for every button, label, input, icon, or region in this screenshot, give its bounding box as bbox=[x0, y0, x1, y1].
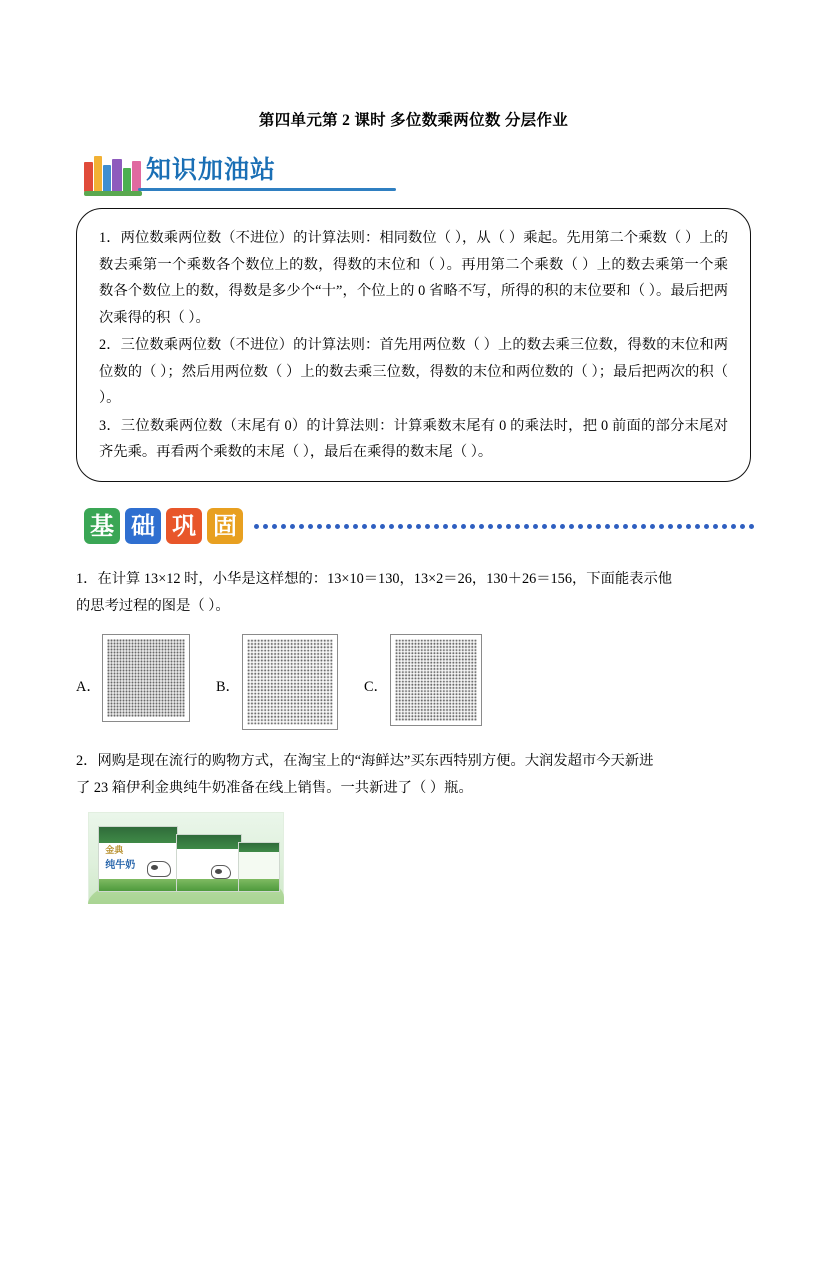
choice-c[interactable] bbox=[364, 634, 482, 726]
rule-dot bbox=[263, 524, 268, 529]
rule-dot bbox=[308, 524, 313, 529]
books-icon bbox=[84, 154, 142, 196]
question-1-choices bbox=[76, 634, 751, 730]
rule-dot bbox=[596, 524, 601, 529]
rule-dot bbox=[740, 524, 745, 529]
knowledge-item-3: 3．三位数乘两位数（末尾有 0）的计算法则：计算乘数末尾有 0 的乘法时，把 0 前面的部分末尾对齐先乘。再看两个乘数的末尾（ ），最后在乘得的数末尾（ ）。 bbox=[99, 417, 728, 460]
rule-dot bbox=[533, 524, 538, 529]
basic-section-header bbox=[76, 504, 751, 554]
rule-dot bbox=[632, 524, 637, 529]
dotted-rule bbox=[254, 524, 749, 531]
rule-dot bbox=[749, 524, 754, 529]
rule-dot bbox=[398, 524, 403, 529]
rule-dot bbox=[425, 524, 430, 529]
rule-dot bbox=[335, 524, 340, 529]
rule-dot bbox=[542, 524, 547, 529]
rule-dot bbox=[362, 524, 367, 529]
rule-dot bbox=[380, 524, 385, 529]
rule-dot bbox=[650, 524, 655, 529]
rule-dot bbox=[497, 524, 502, 529]
basic-title-char-2: 础 bbox=[125, 508, 161, 544]
rule-dot bbox=[641, 524, 646, 529]
choice-a-grid bbox=[102, 634, 190, 722]
carton-top-band-middle bbox=[177, 835, 241, 850]
rule-dot bbox=[326, 524, 331, 529]
rule-dot bbox=[353, 524, 358, 529]
basic-title-char-1: 基 bbox=[84, 508, 120, 544]
milk-carton-middle bbox=[176, 834, 242, 892]
rule-dot bbox=[443, 524, 448, 529]
rule-dot bbox=[506, 524, 511, 529]
rule-dot bbox=[272, 524, 277, 529]
rule-dot bbox=[299, 524, 304, 529]
cow-icon-middle bbox=[211, 865, 231, 879]
choice-b-label: B． bbox=[216, 678, 240, 695]
question-2-line-2: 了 23 箱伊利金典纯牛奶准备在线上销售。一共新进了（ ）瓶。 bbox=[76, 779, 473, 796]
rule-dot bbox=[254, 524, 259, 529]
carton-grass-middle bbox=[177, 879, 241, 891]
carton-product-left: 纯牛奶 bbox=[105, 859, 136, 871]
rule-dot bbox=[731, 524, 736, 529]
milk-carton-left bbox=[98, 826, 178, 892]
rule-dot bbox=[470, 524, 475, 529]
knowledge-box bbox=[76, 208, 751, 482]
rule-dot bbox=[290, 524, 295, 529]
rule-dot bbox=[722, 524, 727, 529]
rule-dot bbox=[551, 524, 556, 529]
question-1-line-2: 的思考过程的图是（ ）。 bbox=[76, 597, 230, 614]
rule-dot bbox=[434, 524, 439, 529]
rule-dot bbox=[281, 524, 286, 529]
rule-dot bbox=[317, 524, 322, 529]
rule-dot bbox=[560, 524, 565, 529]
rule-dot bbox=[389, 524, 394, 529]
rule-dot bbox=[452, 524, 457, 529]
knowledge-section-title: 知识加油站 bbox=[146, 155, 277, 184]
rule-dot bbox=[713, 524, 718, 529]
carton-top-band-right bbox=[239, 843, 279, 853]
cow-icon-left bbox=[147, 861, 171, 877]
rule-dot bbox=[686, 524, 691, 529]
choice-b[interactable] bbox=[216, 634, 338, 730]
milk-carton-image bbox=[88, 812, 284, 904]
rule-dot bbox=[488, 524, 493, 529]
choice-a[interactable] bbox=[76, 634, 190, 722]
question-1-line-1: 1．在计算 13×12 时，小华是这样想的：13×10＝130，13×2＝26，130＋26＝156，下面能表示他 bbox=[76, 570, 673, 587]
rule-dot bbox=[344, 524, 349, 529]
rule-dot bbox=[623, 524, 628, 529]
rule-dot bbox=[569, 524, 574, 529]
rule-dot bbox=[614, 524, 619, 529]
rule-dot bbox=[659, 524, 664, 529]
rule-dot bbox=[587, 524, 592, 529]
milk-carton-right bbox=[238, 842, 280, 892]
carton-grass-left bbox=[99, 879, 177, 891]
worksheet-page bbox=[0, 108, 827, 1277]
rule-dot bbox=[605, 524, 610, 529]
carton-grass-right bbox=[239, 879, 279, 891]
rule-dot bbox=[704, 524, 709, 529]
rule-dot bbox=[668, 524, 673, 529]
basic-title-char-4: 固 bbox=[207, 508, 243, 544]
knowledge-item-1: 1．两位数乘两位数（不进位）的计算法则：相同数位（ ），从（ ）乘起。先用第二个乘数（ ）上的数去乘第一个乘数各个数位上的数，得数的末位和（ ）。再用第二个乘数（ ）上的数去乘第一个乘数各个数位上的数，得数是多少个“十”，个位上的 0 省略不写，所得的积的末位要和（ ）。最后把两次乘得的积（ ）。 bbox=[99, 230, 728, 326]
question-2-line-1: 2．网购是现在流行的购物方式，在淘宝上的“海鲜达”买东西特别方便。大润发超市今天新进 bbox=[76, 752, 654, 769]
choice-c-grid bbox=[390, 634, 482, 726]
rule-dot bbox=[416, 524, 421, 529]
rule-dot bbox=[407, 524, 412, 529]
knowledge-title-underline bbox=[138, 188, 396, 191]
rule-dot bbox=[461, 524, 466, 529]
choice-a-label: A． bbox=[76, 678, 101, 695]
rule-dot bbox=[524, 524, 529, 529]
rule-dot bbox=[371, 524, 376, 529]
rule-dot bbox=[677, 524, 682, 529]
rule-dot bbox=[578, 524, 583, 529]
choice-c-label: C． bbox=[364, 678, 388, 695]
choice-b-grid bbox=[242, 634, 338, 730]
rule-dot bbox=[515, 524, 520, 529]
carton-brand-left: 金典 bbox=[105, 845, 124, 856]
carton-top-band bbox=[99, 827, 177, 844]
knowledge-section-header bbox=[76, 146, 751, 202]
knowledge-item-2: 2．三位数乘两位数（不进位）的计算法则：首先用两位数（ ）上的数去乘三位数，得数的末位和两位数的（ ）；然后用两位数（ ）上的数去乘三位数，得数的末位和两位数的（ ）；最后把两次的积（ ）。 bbox=[99, 337, 728, 406]
basic-title-char-3: 巩 bbox=[166, 508, 202, 544]
page-title: 第四单元第 2 课时 多位数乘两位数 分层作业 bbox=[258, 112, 569, 129]
rule-dot bbox=[695, 524, 700, 529]
rule-dot bbox=[479, 524, 484, 529]
